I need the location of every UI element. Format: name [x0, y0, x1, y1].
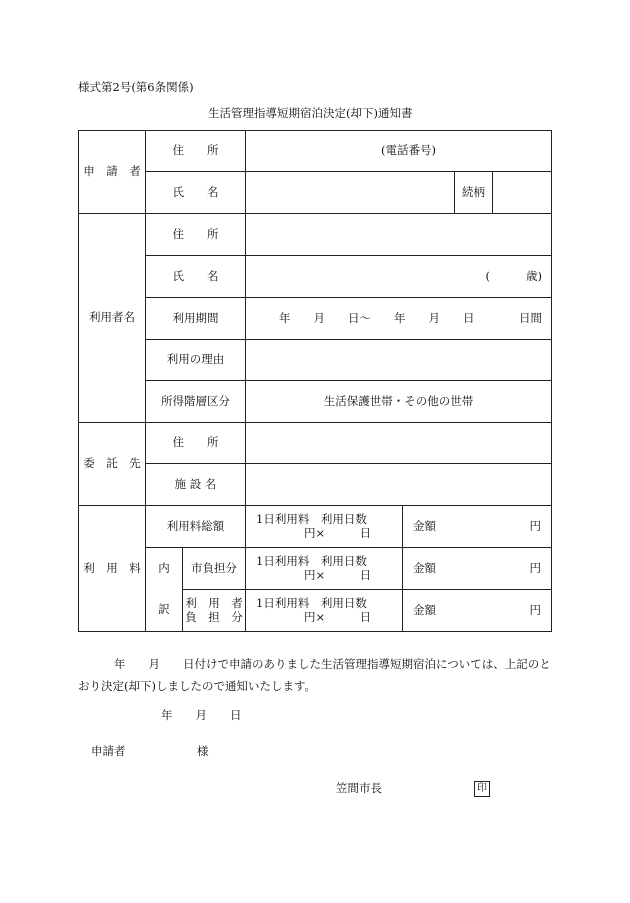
form-number: 様式第2号(第6条関係)	[78, 80, 194, 94]
age-open: (	[485, 268, 491, 283]
consignee-address-label: 住 所	[146, 423, 246, 464]
age-suffix: 歳)	[526, 268, 543, 283]
consignee-label: 委 託 先	[79, 423, 146, 506]
user-share-label	[183, 590, 246, 632]
income-label: 所得階層区分	[146, 381, 246, 423]
period-text: 年 月 日～ 年 月 日	[279, 310, 475, 325]
applicant-address-cell[interactable]	[246, 131, 552, 172]
document-title: 生活管理指導短期宿泊決定(却下)通知書	[208, 106, 413, 120]
fee-line1: 1日利用料 利用日数	[256, 554, 367, 569]
user-name-label: 氏 名	[146, 256, 246, 298]
applicant-name-label: 氏 名	[146, 172, 246, 214]
period-cell[interactable]	[246, 298, 552, 340]
honorific: 様	[197, 744, 209, 758]
city-share-amount[interactable]	[403, 548, 552, 590]
income-value[interactable]: 生活保護世帯・その他の世帯	[246, 381, 552, 423]
amount-label: 金額	[413, 518, 436, 533]
applicant-name-cell[interactable]	[246, 172, 455, 214]
applicant-label: 申 請 者	[79, 131, 146, 214]
city-share-label: 市負担分	[183, 548, 246, 590]
reason-cell[interactable]	[246, 340, 552, 381]
breakdown-label-top: 内	[146, 548, 183, 590]
yen-label: 円	[529, 518, 542, 533]
fee-line2: 円× 日	[304, 567, 372, 582]
period-label: 利用期間	[146, 298, 246, 340]
notice-body-text: 年 月 日付けで申請のありました生活管理指導短期宿泊については、上記のとおり決定(却下)しましたので通知いたします。	[78, 657, 551, 693]
fee-total-amount[interactable]	[403, 506, 552, 548]
amount-label: 金額	[413, 602, 436, 617]
application-table	[78, 130, 552, 632]
notice-body	[78, 653, 556, 697]
fee-total-label: 利用料総額	[146, 506, 246, 548]
user-address-cell[interactable]	[246, 214, 552, 256]
amount-label: 金額	[413, 560, 436, 575]
user-label: 利用者名	[79, 214, 146, 423]
user-share-amount[interactable]	[403, 590, 552, 632]
applicant-salutation: 申請者	[91, 744, 126, 758]
user-share-label-2: 負 担 分	[185, 609, 243, 624]
user-share-label-1: 利 用 者	[185, 595, 243, 610]
facility-label: 施 設 名	[146, 464, 246, 506]
city-share-calc[interactable]	[246, 548, 403, 590]
fee-line1: 1日利用料 利用日数	[256, 512, 367, 527]
reason-label: 利用の理由	[146, 340, 246, 381]
fee-line2: 円× 日	[304, 525, 372, 540]
fee-label: 利 用 料	[79, 506, 146, 632]
issuer: 笠間市長	[336, 781, 382, 795]
facility-cell[interactable]	[246, 464, 552, 506]
phone-label: (電話番号)	[381, 143, 436, 158]
notice-date: 年 月 日	[161, 708, 242, 722]
user-share-calc[interactable]	[246, 590, 403, 632]
breakdown-label-bottom: 訳	[146, 590, 183, 632]
yen-label: 円	[529, 560, 542, 575]
user-name-cell[interactable]	[246, 256, 552, 298]
fee-line2: 円× 日	[304, 609, 372, 624]
period-days: 日間	[519, 310, 543, 325]
relation-label: 続柄	[455, 172, 493, 214]
consignee-address-cell[interactable]	[246, 423, 552, 464]
applicant-address-label: 住 所	[146, 131, 246, 172]
yen-label: 円	[529, 602, 542, 617]
seal-box: 印	[474, 781, 490, 797]
user-address-label: 住 所	[146, 214, 246, 256]
fee-line1: 1日利用料 利用日数	[256, 596, 367, 611]
relation-cell[interactable]	[493, 172, 552, 214]
fee-total-calc[interactable]	[246, 506, 403, 548]
